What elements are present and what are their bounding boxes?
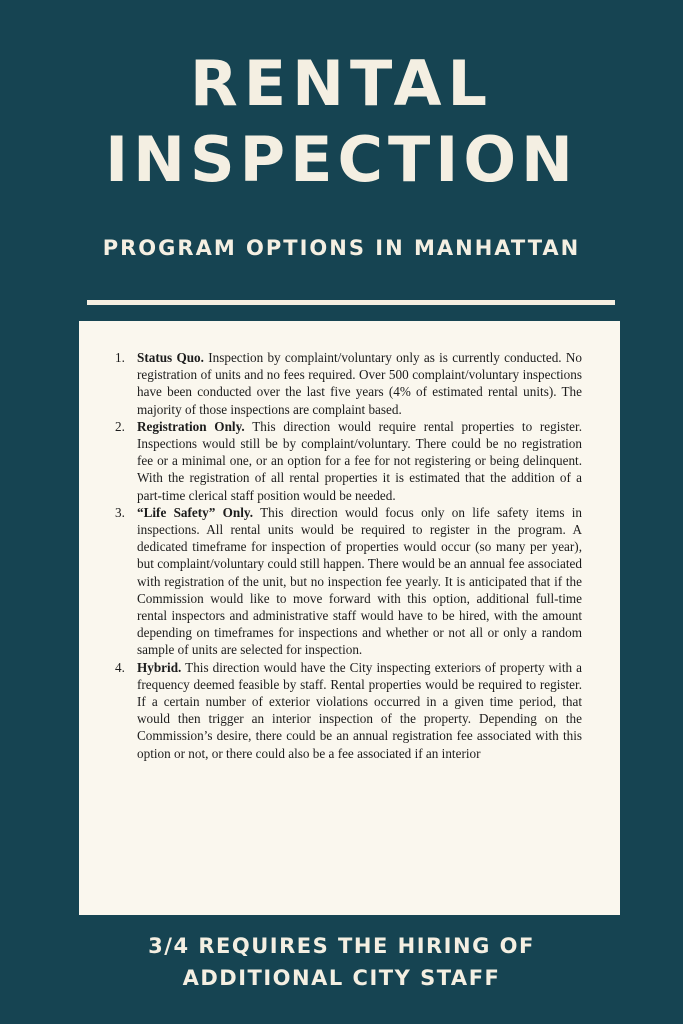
subtitle: PROGRAM OPTIONS IN MANHATTAN xyxy=(102,236,581,260)
item-lead: Registration Only. xyxy=(137,418,245,434)
divider xyxy=(87,300,615,305)
options-list xyxy=(115,349,582,762)
list-item xyxy=(115,349,582,418)
item-lead: Hybrid. xyxy=(137,659,182,675)
item-lead: “Life Safety” Only. xyxy=(137,504,254,520)
footer-caption xyxy=(0,930,683,994)
document-excerpt xyxy=(79,321,620,915)
list-item xyxy=(115,504,582,659)
item-text: Inspection by complaint/voluntary only as is currently conducted. No registration of units and no fees required. Over 500 complaint/voluntary inspections have been conducted over the last five years (4% of estimated rental units). The majority of those inspections are complaint based. xyxy=(137,350,582,417)
item-number: 4. xyxy=(115,659,125,675)
item-number: 1. xyxy=(115,350,125,365)
title-line-1: RENTAL xyxy=(190,47,493,120)
list-item xyxy=(115,418,582,504)
footer-line-2: ADDITIONAL CITY STAFF xyxy=(182,966,501,990)
item-lead: Status Quo. xyxy=(137,350,204,365)
item-text: This direction would require rental properties to register. Inspections would still be by complaint/voluntary. There could be no registration fee or a minimal one, or an option for a fee for not registering or being delinquent. With the registration of all rental properties it is estimated that the addition of a part-time clerical staff position would be needed. xyxy=(137,418,582,503)
title-line-2: INSPECTION xyxy=(105,123,578,196)
footer-line-1: 3/4 REQUIRES THE HIRING OF xyxy=(148,934,535,958)
item-text: This direction would have the City inspecting exteriors of property with a frequency deemed feasible by staff. Rental properties would be required to register. If a certain number of exterior violations occurred in a given time period, that would then trigger an interior inspection of the property. Depending on the Commission’s desire, there could be an annual registration fee associated with this option or not, or there could also be a fee associated if an interior xyxy=(137,659,582,761)
item-number: 3. xyxy=(115,504,125,520)
list-item xyxy=(115,659,582,762)
item-text: This direction would focus only on life safety items in inspections. All rental units would be required to register in the program. A dedicated timeframe for inspection of properties would occur (so many per year), but complaint/voluntary could still happen. There would be an annual fee associated with registration of the unit, but no inspection fee yearly. It is anticipated that if the Commission would like to move forward with this option, additional full-time rental inspectors and administrative staff would have to be hired, with the amount depending on timeframes for inspections and whether or not all or only a random sample of units are selected for inspection. xyxy=(137,504,583,658)
item-number: 2. xyxy=(115,418,125,434)
